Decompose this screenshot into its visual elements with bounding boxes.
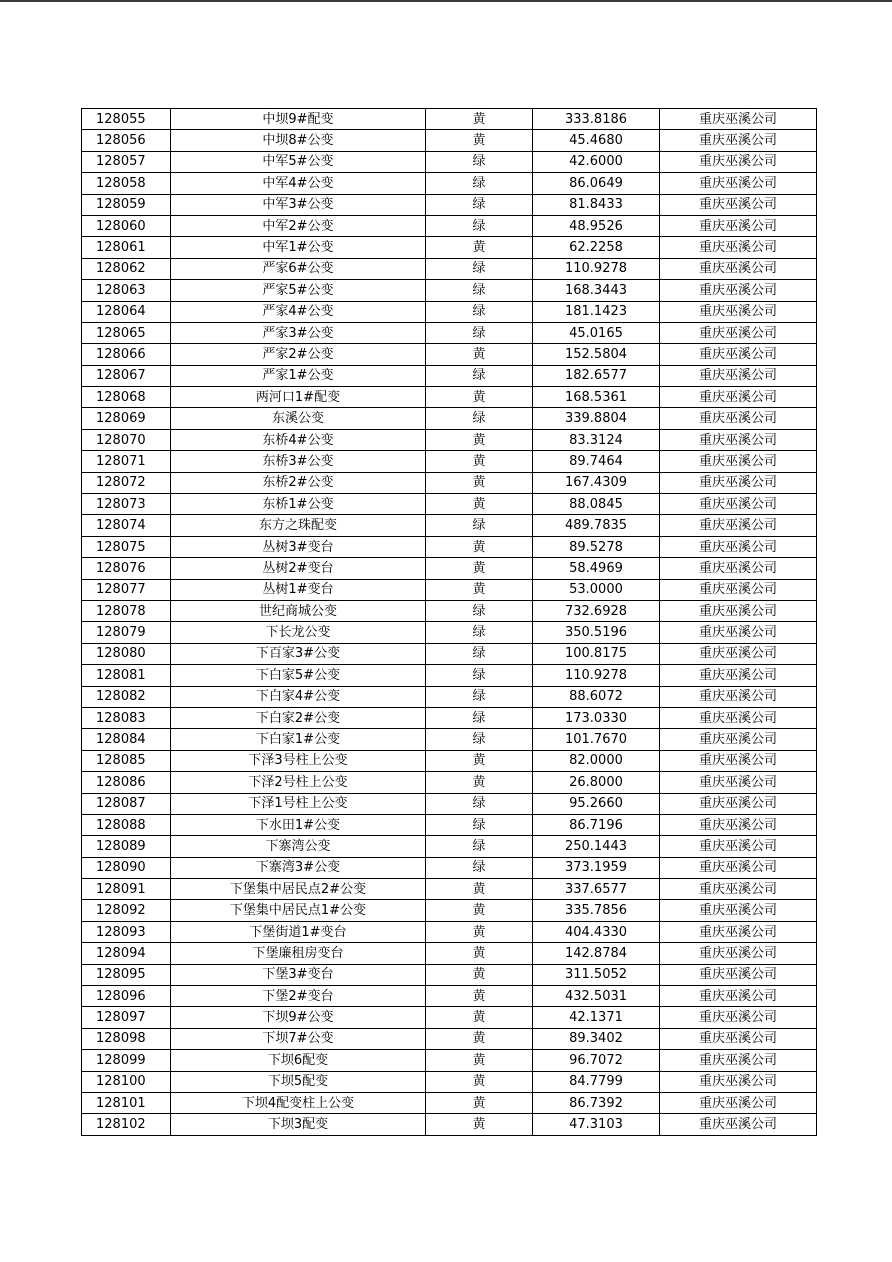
table-row [82, 109, 817, 130]
table-row [82, 536, 817, 557]
row-id-cell: 128081 [82, 665, 171, 686]
value-cell: 58.4969 [533, 558, 660, 579]
company-cell: 重庆巫溪公司 [660, 280, 817, 301]
table-row [82, 1114, 817, 1135]
company-cell: 重庆巫溪公司 [660, 1114, 817, 1135]
value-cell: 337.6577 [533, 879, 660, 900]
status-color-cell: 黄 [426, 1114, 533, 1135]
row-id-cell: 128063 [82, 280, 171, 301]
table-row [82, 964, 817, 985]
value-cell: 89.5278 [533, 536, 660, 557]
status-color-cell: 黄 [426, 579, 533, 600]
value-cell: 311.5052 [533, 964, 660, 985]
row-id-cell: 128071 [82, 451, 171, 472]
row-id-cell: 128078 [82, 600, 171, 621]
status-color-cell: 黄 [426, 964, 533, 985]
value-cell: 81.8433 [533, 194, 660, 215]
value-cell: 168.5361 [533, 387, 660, 408]
status-color-cell: 黄 [426, 772, 533, 793]
status-color-cell: 黄 [426, 986, 533, 1007]
row-id-cell: 128098 [82, 1028, 171, 1049]
company-cell: 重庆巫溪公司 [660, 921, 817, 942]
table-row [82, 943, 817, 964]
table-row [82, 494, 817, 515]
value-cell: 101.7670 [533, 729, 660, 750]
status-color-cell: 黄 [426, 494, 533, 515]
station-name-cell: 下坝3配变 [171, 1114, 426, 1135]
value-cell: 96.7072 [533, 1050, 660, 1071]
row-id-cell: 128064 [82, 301, 171, 322]
status-color-cell: 黄 [426, 387, 533, 408]
status-color-cell: 绿 [426, 258, 533, 279]
table-row [82, 301, 817, 322]
value-cell: 373.1959 [533, 857, 660, 878]
station-name-cell: 下堡廉租房变台 [171, 943, 426, 964]
status-color-cell: 绿 [426, 707, 533, 728]
station-name-cell: 中坝9#配变 [171, 109, 426, 130]
status-color-cell: 绿 [426, 151, 533, 172]
station-name-cell: 下白家5#公变 [171, 665, 426, 686]
station-name-cell: 中军5#公变 [171, 151, 426, 172]
value-cell: 432.5031 [533, 986, 660, 1007]
status-color-cell: 黄 [426, 130, 533, 151]
table-row [82, 857, 817, 878]
company-cell: 重庆巫溪公司 [660, 986, 817, 1007]
row-id-cell: 128093 [82, 921, 171, 942]
company-cell: 重庆巫溪公司 [660, 515, 817, 536]
row-id-cell: 128084 [82, 729, 171, 750]
row-id-cell: 128101 [82, 1092, 171, 1113]
station-name-cell: 严家6#公变 [171, 258, 426, 279]
value-cell: 732.6928 [533, 600, 660, 621]
row-id-cell: 128099 [82, 1050, 171, 1071]
row-id-cell: 128082 [82, 686, 171, 707]
table-row [82, 1028, 817, 1049]
status-color-cell: 黄 [426, 237, 533, 258]
table-row [82, 986, 817, 1007]
value-cell: 100.8175 [533, 643, 660, 664]
row-id-cell: 128096 [82, 986, 171, 1007]
station-name-cell: 下坝7#公变 [171, 1028, 426, 1049]
row-id-cell: 128079 [82, 622, 171, 643]
company-cell: 重庆巫溪公司 [660, 322, 817, 343]
status-color-cell: 绿 [426, 280, 533, 301]
status-color-cell: 绿 [426, 836, 533, 857]
status-color-cell: 黄 [426, 1050, 533, 1071]
table-row [82, 750, 817, 771]
status-color-cell: 黄 [426, 451, 533, 472]
table-row [82, 280, 817, 301]
company-cell: 重庆巫溪公司 [660, 1071, 817, 1092]
status-color-cell: 绿 [426, 173, 533, 194]
status-color-cell: 黄 [426, 921, 533, 942]
company-cell: 重庆巫溪公司 [660, 665, 817, 686]
value-cell: 45.0165 [533, 322, 660, 343]
station-name-cell: 下坝5配变 [171, 1071, 426, 1092]
row-id-cell: 128066 [82, 344, 171, 365]
row-id-cell: 128089 [82, 836, 171, 857]
company-cell: 重庆巫溪公司 [660, 814, 817, 835]
station-name-cell: 东桥3#公变 [171, 451, 426, 472]
status-color-cell: 黄 [426, 1007, 533, 1028]
company-cell: 重庆巫溪公司 [660, 451, 817, 472]
row-id-cell: 128083 [82, 707, 171, 728]
company-cell: 重庆巫溪公司 [660, 344, 817, 365]
table-row [82, 1007, 817, 1028]
company-cell: 重庆巫溪公司 [660, 109, 817, 130]
status-color-cell: 绿 [426, 643, 533, 664]
row-id-cell: 128090 [82, 857, 171, 878]
table-row [82, 707, 817, 728]
company-cell: 重庆巫溪公司 [660, 258, 817, 279]
value-cell: 333.8186 [533, 109, 660, 130]
table-row [82, 451, 817, 472]
row-id-cell: 128065 [82, 322, 171, 343]
table-row [82, 729, 817, 750]
value-cell: 95.2660 [533, 793, 660, 814]
value-cell: 86.7392 [533, 1092, 660, 1113]
status-color-cell: 绿 [426, 515, 533, 536]
status-color-cell: 绿 [426, 622, 533, 643]
value-cell: 173.0330 [533, 707, 660, 728]
row-id-cell: 128062 [82, 258, 171, 279]
row-id-cell: 128102 [82, 1114, 171, 1135]
value-cell: 404.4330 [533, 921, 660, 942]
company-cell: 重庆巫溪公司 [660, 1050, 817, 1071]
value-cell: 89.3402 [533, 1028, 660, 1049]
row-id-cell: 128080 [82, 643, 171, 664]
table-body [82, 109, 817, 1136]
status-color-cell: 黄 [426, 429, 533, 450]
station-name-cell: 下寨湾公变 [171, 836, 426, 857]
value-cell: 168.3443 [533, 280, 660, 301]
value-cell: 83.3124 [533, 429, 660, 450]
table-row [82, 921, 817, 942]
status-color-cell: 绿 [426, 194, 533, 215]
status-color-cell: 黄 [426, 750, 533, 771]
status-color-cell: 绿 [426, 686, 533, 707]
table-row [82, 173, 817, 194]
table-row [82, 365, 817, 386]
company-cell: 重庆巫溪公司 [660, 408, 817, 429]
station-name-cell: 丛树1#变台 [171, 579, 426, 600]
station-name-cell: 世纪商城公变 [171, 600, 426, 621]
station-name-cell: 两河口1#配变 [171, 387, 426, 408]
station-name-cell: 中军3#公变 [171, 194, 426, 215]
value-cell: 86.7196 [533, 814, 660, 835]
table-row [82, 387, 817, 408]
table-row [82, 900, 817, 921]
table-row [82, 429, 817, 450]
station-name-cell: 严家2#公变 [171, 344, 426, 365]
station-name-cell: 中军1#公变 [171, 237, 426, 258]
row-id-cell: 128092 [82, 900, 171, 921]
station-name-cell: 东溪公变 [171, 408, 426, 429]
table-row [82, 1092, 817, 1113]
station-name-cell: 东方之珠配变 [171, 515, 426, 536]
value-cell: 350.5196 [533, 622, 660, 643]
table-row [82, 579, 817, 600]
value-cell: 42.6000 [533, 151, 660, 172]
company-cell: 重庆巫溪公司 [660, 772, 817, 793]
company-cell: 重庆巫溪公司 [660, 194, 817, 215]
row-id-cell: 128077 [82, 579, 171, 600]
company-cell: 重庆巫溪公司 [660, 793, 817, 814]
company-cell: 重庆巫溪公司 [660, 301, 817, 322]
station-name-cell: 下水田1#公变 [171, 814, 426, 835]
value-cell: 47.3103 [533, 1114, 660, 1135]
table-row [82, 194, 817, 215]
company-cell: 重庆巫溪公司 [660, 130, 817, 151]
status-color-cell: 黄 [426, 344, 533, 365]
station-name-cell: 下坝6配变 [171, 1050, 426, 1071]
value-cell: 45.4680 [533, 130, 660, 151]
row-id-cell: 128057 [82, 151, 171, 172]
company-cell: 重庆巫溪公司 [660, 429, 817, 450]
status-color-cell: 绿 [426, 729, 533, 750]
status-color-cell: 黄 [426, 900, 533, 921]
table-row [82, 772, 817, 793]
company-cell: 重庆巫溪公司 [660, 151, 817, 172]
status-color-cell: 黄 [426, 879, 533, 900]
station-name-cell: 东桥2#公变 [171, 472, 426, 493]
value-cell: 110.9278 [533, 665, 660, 686]
row-id-cell: 128073 [82, 494, 171, 515]
value-cell: 26.8000 [533, 772, 660, 793]
table-row [82, 665, 817, 686]
value-cell: 48.9526 [533, 215, 660, 236]
station-name-cell: 中军4#公变 [171, 173, 426, 194]
company-cell: 重庆巫溪公司 [660, 1007, 817, 1028]
status-color-cell: 绿 [426, 793, 533, 814]
station-name-cell: 东桥1#公变 [171, 494, 426, 515]
table-row [82, 643, 817, 664]
transformer-data-table [81, 108, 817, 1136]
company-cell: 重庆巫溪公司 [660, 857, 817, 878]
company-cell: 重庆巫溪公司 [660, 472, 817, 493]
company-cell: 重庆巫溪公司 [660, 836, 817, 857]
value-cell: 250.1443 [533, 836, 660, 857]
station-name-cell: 下寨湾3#公变 [171, 857, 426, 878]
station-name-cell: 下堡3#变台 [171, 964, 426, 985]
table-row [82, 600, 817, 621]
row-id-cell: 128068 [82, 387, 171, 408]
status-color-cell: 黄 [426, 472, 533, 493]
company-cell: 重庆巫溪公司 [660, 237, 817, 258]
row-id-cell: 128097 [82, 1007, 171, 1028]
station-name-cell: 下堡集中居民点2#公变 [171, 879, 426, 900]
company-cell: 重庆巫溪公司 [660, 558, 817, 579]
value-cell: 42.1371 [533, 1007, 660, 1028]
table-row [82, 344, 817, 365]
status-color-cell: 黄 [426, 943, 533, 964]
station-name-cell: 中坝8#公变 [171, 130, 426, 151]
table-row [82, 558, 817, 579]
row-id-cell: 128061 [82, 237, 171, 258]
table-row [82, 322, 817, 343]
table-row [82, 836, 817, 857]
station-name-cell: 严家3#公变 [171, 322, 426, 343]
table-row [82, 622, 817, 643]
table-row [82, 1050, 817, 1071]
row-id-cell: 128075 [82, 536, 171, 557]
row-id-cell: 128056 [82, 130, 171, 151]
company-cell: 重庆巫溪公司 [660, 579, 817, 600]
station-name-cell: 下泽2号柱上公变 [171, 772, 426, 793]
company-cell: 重庆巫溪公司 [660, 643, 817, 664]
table-row [82, 130, 817, 151]
value-cell: 181.1423 [533, 301, 660, 322]
value-cell: 84.7799 [533, 1071, 660, 1092]
status-color-cell: 黄 [426, 1092, 533, 1113]
status-color-cell: 绿 [426, 301, 533, 322]
station-name-cell: 下泽3号柱上公变 [171, 750, 426, 771]
row-id-cell: 128088 [82, 814, 171, 835]
value-cell: 89.7464 [533, 451, 660, 472]
table-row [82, 814, 817, 835]
value-cell: 88.0845 [533, 494, 660, 515]
value-cell: 142.8784 [533, 943, 660, 964]
station-name-cell: 下长龙公变 [171, 622, 426, 643]
row-id-cell: 128059 [82, 194, 171, 215]
row-id-cell: 128085 [82, 750, 171, 771]
station-name-cell: 下坝9#公变 [171, 1007, 426, 1028]
value-cell: 339.8804 [533, 408, 660, 429]
value-cell: 53.0000 [533, 579, 660, 600]
company-cell: 重庆巫溪公司 [660, 215, 817, 236]
table-row [82, 237, 817, 258]
row-id-cell: 128069 [82, 408, 171, 429]
value-cell: 88.6072 [533, 686, 660, 707]
company-cell: 重庆巫溪公司 [660, 686, 817, 707]
status-color-cell: 绿 [426, 215, 533, 236]
company-cell: 重庆巫溪公司 [660, 707, 817, 728]
row-id-cell: 128058 [82, 173, 171, 194]
station-name-cell: 丛树2#变台 [171, 558, 426, 579]
row-id-cell: 128100 [82, 1071, 171, 1092]
table-row [82, 1071, 817, 1092]
company-cell: 重庆巫溪公司 [660, 943, 817, 964]
row-id-cell: 128067 [82, 365, 171, 386]
row-id-cell: 128060 [82, 215, 171, 236]
table-row [82, 215, 817, 236]
table-row [82, 408, 817, 429]
company-cell: 重庆巫溪公司 [660, 536, 817, 557]
row-id-cell: 128095 [82, 964, 171, 985]
station-name-cell: 下坝4配变柱上公变 [171, 1092, 426, 1113]
station-name-cell: 下白家2#公变 [171, 707, 426, 728]
station-name-cell: 东桥4#公变 [171, 429, 426, 450]
company-cell: 重庆巫溪公司 [660, 600, 817, 621]
row-id-cell: 128074 [82, 515, 171, 536]
table-row [82, 515, 817, 536]
table-row [82, 472, 817, 493]
table-row [82, 151, 817, 172]
value-cell: 86.0649 [533, 173, 660, 194]
status-color-cell: 绿 [426, 408, 533, 429]
row-id-cell: 128091 [82, 879, 171, 900]
status-color-cell: 绿 [426, 365, 533, 386]
company-cell: 重庆巫溪公司 [660, 622, 817, 643]
row-id-cell: 128070 [82, 429, 171, 450]
row-id-cell: 128055 [82, 109, 171, 130]
row-id-cell: 128076 [82, 558, 171, 579]
status-color-cell: 黄 [426, 109, 533, 130]
station-name-cell: 中军2#公变 [171, 215, 426, 236]
station-name-cell: 严家5#公变 [171, 280, 426, 301]
table-row [82, 258, 817, 279]
table-row [82, 879, 817, 900]
status-color-cell: 绿 [426, 322, 533, 343]
company-cell: 重庆巫溪公司 [660, 1092, 817, 1113]
status-color-cell: 黄 [426, 536, 533, 557]
station-name-cell: 严家1#公变 [171, 365, 426, 386]
station-name-cell: 下堡街道1#变台 [171, 921, 426, 942]
value-cell: 335.7856 [533, 900, 660, 921]
company-cell: 重庆巫溪公司 [660, 900, 817, 921]
status-color-cell: 黄 [426, 1071, 533, 1092]
company-cell: 重庆巫溪公司 [660, 365, 817, 386]
value-cell: 167.4309 [533, 472, 660, 493]
station-name-cell: 下白家1#公变 [171, 729, 426, 750]
table-row [82, 686, 817, 707]
value-cell: 110.9278 [533, 258, 660, 279]
station-name-cell: 下泽1号柱上公变 [171, 793, 426, 814]
station-name-cell: 丛树3#变台 [171, 536, 426, 557]
station-name-cell: 下百家3#公变 [171, 643, 426, 664]
station-name-cell: 严家4#公变 [171, 301, 426, 322]
status-color-cell: 绿 [426, 665, 533, 686]
value-cell: 182.6577 [533, 365, 660, 386]
company-cell: 重庆巫溪公司 [660, 750, 817, 771]
company-cell: 重庆巫溪公司 [660, 964, 817, 985]
top-border-line [0, 0, 892, 2]
row-id-cell: 128087 [82, 793, 171, 814]
company-cell: 重庆巫溪公司 [660, 173, 817, 194]
company-cell: 重庆巫溪公司 [660, 1028, 817, 1049]
station-name-cell: 下堡2#变台 [171, 986, 426, 1007]
row-id-cell: 128086 [82, 772, 171, 793]
row-id-cell: 128072 [82, 472, 171, 493]
station-name-cell: 下白家4#公变 [171, 686, 426, 707]
value-cell: 82.0000 [533, 750, 660, 771]
status-color-cell: 绿 [426, 814, 533, 835]
status-color-cell: 黄 [426, 1028, 533, 1049]
table-row [82, 793, 817, 814]
value-cell: 62.2258 [533, 237, 660, 258]
status-color-cell: 绿 [426, 857, 533, 878]
company-cell: 重庆巫溪公司 [660, 387, 817, 408]
status-color-cell: 黄 [426, 558, 533, 579]
value-cell: 152.5804 [533, 344, 660, 365]
row-id-cell: 128094 [82, 943, 171, 964]
value-cell: 489.7835 [533, 515, 660, 536]
company-cell: 重庆巫溪公司 [660, 729, 817, 750]
status-color-cell: 绿 [426, 600, 533, 621]
station-name-cell: 下堡集中居民点1#公变 [171, 900, 426, 921]
company-cell: 重庆巫溪公司 [660, 879, 817, 900]
company-cell: 重庆巫溪公司 [660, 494, 817, 515]
